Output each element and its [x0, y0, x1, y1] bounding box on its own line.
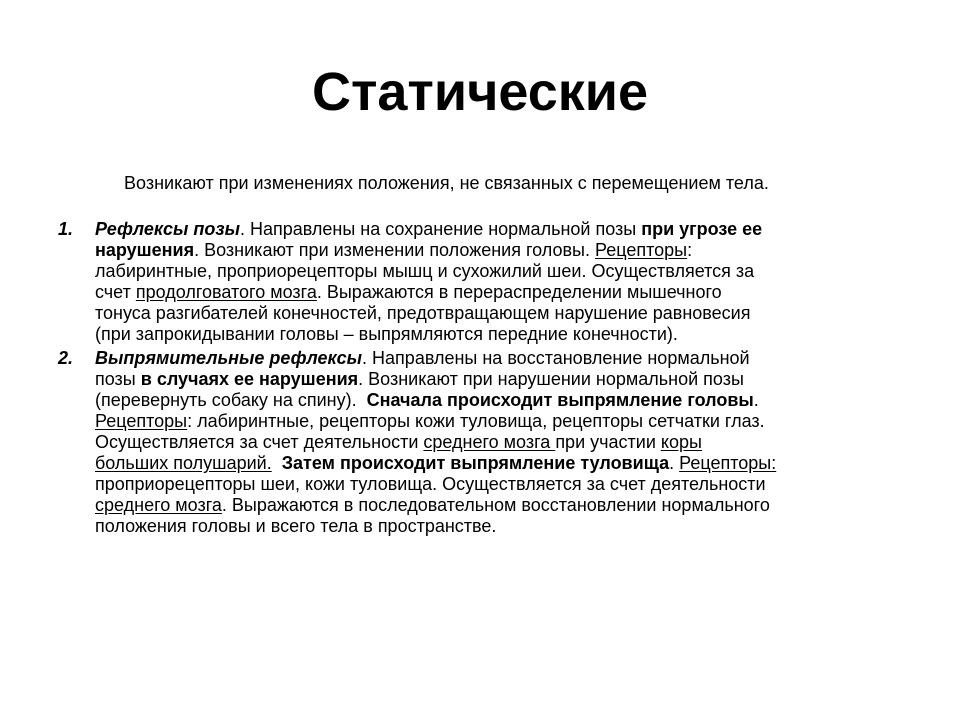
emphasis-text: нарушения	[95, 240, 195, 260]
text-line	[95, 261, 895, 282]
text-line	[95, 369, 895, 390]
text-run: при участии	[555, 432, 661, 452]
underlined-term: больших полушарий.	[95, 453, 272, 473]
text-run: проприорецепторы шеи, кожи туловища. Осуществляется за счет деятельности	[95, 474, 766, 494]
emphasis-text: Сначала происходит выпрямление головы	[366, 390, 754, 410]
text-line	[95, 411, 895, 432]
underlined-term: среднего мозга	[423, 432, 556, 452]
text-run: .	[669, 453, 680, 473]
text-line	[95, 348, 895, 369]
text-line	[95, 474, 895, 495]
text-run: тонуса разгибателей конечностей, предотвращающем нарушение равновесия	[95, 303, 751, 323]
text-run: . Направлены на сохранение нормальной позы	[239, 219, 642, 239]
list-number: 1.	[58, 219, 74, 239]
text-line	[95, 303, 895, 324]
text-line	[95, 453, 895, 474]
text-line	[95, 324, 895, 345]
text-run: . Направлены на восстановление нормальной	[362, 348, 750, 368]
text-run: позы	[95, 369, 141, 389]
emphasis-text: при угрозе ее	[641, 219, 763, 239]
underlined-term: Рецепторы	[595, 240, 688, 260]
underlined-term: Рецепторы:	[679, 453, 777, 473]
text-run: : лабиринтные, рецепторы кожи туловища, рецепторы сетчатки глаз.	[187, 411, 765, 431]
emphasis-text: в случаях ее нарушения	[140, 369, 359, 389]
slide-title: Статические	[311, 62, 649, 122]
text-line	[95, 432, 895, 453]
list-number: 2.	[58, 348, 74, 368]
list-item-righting-reflexes	[58, 348, 895, 537]
underlined-term: коры	[660, 432, 702, 452]
reflex-list	[58, 219, 895, 540]
text-line	[95, 282, 895, 303]
text-line	[95, 390, 895, 411]
term-postural-reflexes: Рефлексы позы	[95, 219, 240, 239]
text-line	[95, 495, 895, 516]
underlined-term: среднего мозга	[95, 495, 222, 515]
list-item-postural-reflexes	[58, 219, 895, 345]
text-run: Осуществляется за счет деятельности	[95, 432, 424, 452]
text-line	[95, 516, 895, 537]
text-run: положения головы и всего тела в пространстве.	[95, 516, 497, 536]
underlined-term: Рецепторы	[95, 411, 188, 431]
text-line	[95, 219, 895, 240]
text-run: . Возникают при нарушении нормальной позы	[358, 369, 744, 389]
text-run: счет	[95, 282, 136, 302]
text-run: (при запрокидывании головы – выпрямляются передние конечности).	[95, 324, 678, 344]
text-run: . Выражаются в последовательном восстановлении нормального	[221, 495, 770, 515]
text-run: (перевернуть собаку на спину).	[95, 390, 367, 410]
intro-text: Возникают при изменениях положения, не связанных с перемещением тела.	[124, 173, 769, 193]
text-run: .	[753, 390, 759, 410]
text-line	[95, 240, 895, 261]
text-run	[272, 453, 282, 473]
text-run: :	[687, 240, 693, 260]
text-run: лабиринтные, проприорецепторы мышц и сухожилий шеи. Осуществляется за	[95, 261, 755, 281]
underlined-term: продолговатого мозга	[135, 282, 317, 302]
text-run: . Выражаются в перераспределении мышечного	[316, 282, 722, 302]
emphasis-text: Затем происходит выпрямление туловища	[281, 453, 670, 473]
text-run: . Возникают при изменении положения головы.	[194, 240, 595, 260]
term-righting-reflexes: Выпрямительные рефлексы	[95, 348, 363, 368]
